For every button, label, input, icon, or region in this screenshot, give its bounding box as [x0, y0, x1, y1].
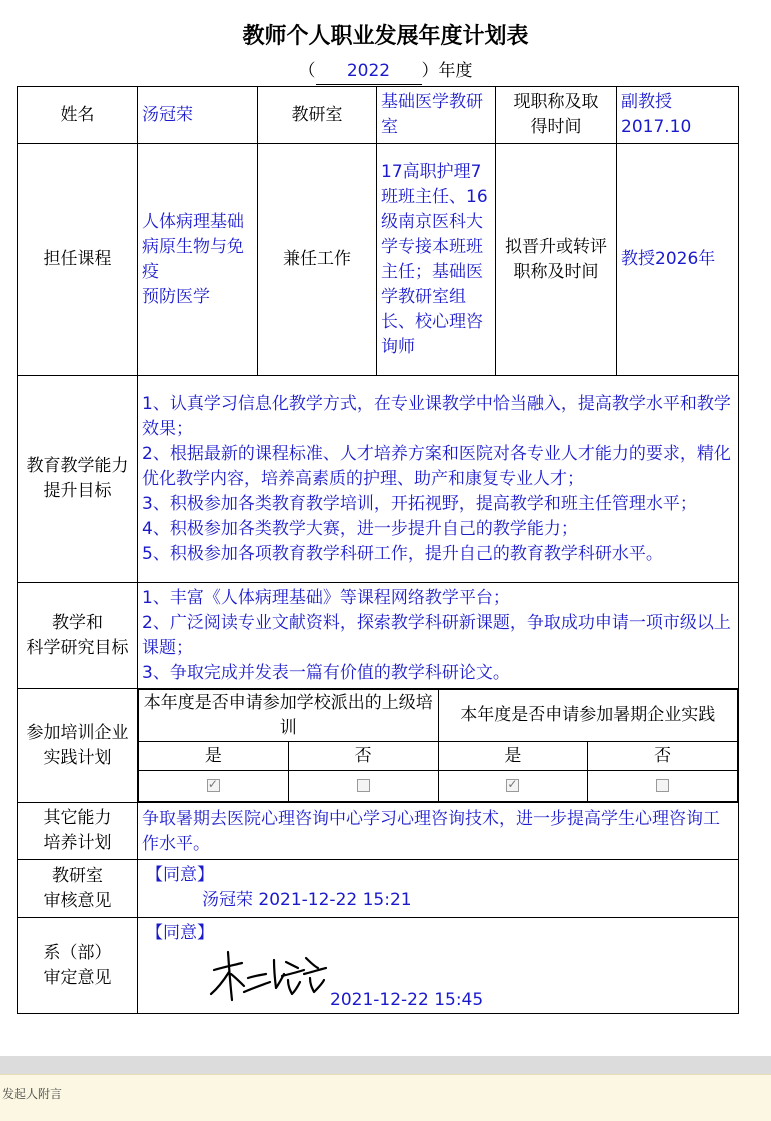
name-label: 姓名: [18, 87, 138, 144]
teaching-goals-row: [18, 376, 739, 583]
enterprise-yes-cell: [438, 771, 588, 802]
other-plan-label: [18, 803, 138, 860]
school-no-checkbox[interactable]: [357, 779, 370, 792]
training-inner-table: [138, 689, 738, 802]
enterprise-yes-checkbox[interactable]: [506, 779, 519, 792]
teaching-goal-item: 1、认真学习信息化教学方式，在专业课教学中恰当融入，提高教学水平和教学效果；: [142, 393, 731, 439]
courses-row: [18, 144, 739, 376]
other-plan-row: [18, 803, 739, 860]
teaching-goal-item: 4、积极参加各类教学大赛，进一步提升自己的教学能力；: [142, 518, 578, 539]
research-goal-item: 1、丰富《人体病理基础》等课程网络教学平台；: [142, 587, 510, 608]
teaching-goal-item: 5、积极参加各项教育教学科研工作，提升自己的教育教学科研水平。: [142, 543, 663, 564]
dept-label: 教研室: [258, 87, 377, 144]
concurrent-label: 兼任工作: [258, 144, 377, 376]
year-value: 2022: [316, 58, 422, 85]
teaching-goal-item: 3、积极参加各类教育教学培训，开拓视野，提高教学和班主任管理水平；: [142, 493, 697, 514]
faculty-review-block: [146, 918, 730, 1012]
dept-review-value: [138, 860, 739, 918]
research-goal-item: 3、争取完成并发表一篇有价值的教学科研论文。: [142, 662, 510, 683]
year-suffix: ）年度: [421, 61, 473, 81]
dept-review-label: [18, 860, 138, 918]
dept-review-label-line: 教研室: [52, 865, 103, 886]
school-yes-checkbox[interactable]: [207, 779, 220, 792]
enterprise-no-cell: [588, 771, 738, 802]
year-prefix: （: [298, 61, 316, 81]
courses-label: 担任课程: [18, 144, 138, 376]
faculty-review-label-line: 审定意见: [43, 967, 112, 988]
enterprise-no-checkbox[interactable]: [656, 779, 669, 792]
page-title: 教师个人职业发展年度计划表: [242, 24, 529, 49]
faculty-review-label-line: 系（部）: [43, 942, 112, 963]
enterprise-practice-header: 本年度是否申请参加暑期企业实践: [438, 690, 738, 742]
research-goals-label: [18, 583, 138, 689]
training-value: [138, 689, 739, 803]
teaching-goals-value: [138, 376, 739, 583]
faculty-review-label: [18, 918, 138, 1014]
school-training-header: 本年度是否申请参加学校派出的上级培训: [139, 690, 439, 742]
faculty-review-opinion: 【同意】: [146, 923, 214, 943]
school-yes-cell: [139, 771, 289, 802]
enterprise-no-label: 否: [588, 742, 738, 771]
other-label-line: 其它能力: [43, 808, 112, 828]
handwritten-signature: [208, 948, 330, 1004]
course-item: 预防医学: [142, 286, 210, 307]
dept-value: 基础医学教研室: [377, 87, 496, 144]
faculty-review-row: [18, 918, 739, 1014]
promote-value: 教授2026年: [617, 144, 739, 376]
other-label-line: 培养计划: [43, 833, 112, 853]
initiator-note-label: 发起人附言: [2, 1087, 63, 1101]
current-title-label: 现职称及取得时间: [496, 87, 617, 144]
other-plan-value: 争取暑期去医院心理咨询中心学习心理咨询技术，进一步提高学生心理咨询工作水平。: [138, 803, 739, 860]
school-yes-label: 是: [139, 742, 289, 771]
current-title-value: 副教授2017.10: [617, 87, 739, 144]
research-goal-item: 2、广泛阅读专业文献资料，探索教学科研新课题，争取成功申请一项市级以上课题；: [142, 612, 731, 658]
course-item: 病原生物与免疫: [142, 236, 244, 282]
dept-review-row: [18, 860, 739, 918]
school-no-cell: [288, 771, 438, 802]
training-label: 参加培训企业实践计划: [18, 689, 138, 803]
research-goals-row: [18, 583, 739, 689]
year-line: [0, 58, 771, 85]
faculty-review-value: [138, 918, 739, 1014]
basic-info-row: [18, 87, 739, 144]
enterprise-yes-label: 是: [438, 742, 588, 771]
school-no-label: 否: [288, 742, 438, 771]
course-item: 人体病理基础: [142, 211, 244, 232]
research-goals-value: [138, 583, 739, 689]
concurrent-value: 17高职护理7班班主任、16级南京医科大学专接本班班主任；基础医学教研室组长、校心理咨询师: [377, 144, 496, 376]
plan-form-table: [17, 86, 739, 1014]
courses-value: [138, 144, 258, 376]
name-value: 汤冠荣: [138, 87, 258, 144]
faculty-review-date: 2021-12-22 15:45: [330, 990, 484, 1010]
research-label-line: 教学和: [52, 612, 103, 633]
promote-label: 拟晋升或转评职称及时间: [496, 144, 617, 376]
dept-review-signer: 汤冠荣 2021-12-22 15:21: [202, 890, 412, 910]
training-row: [18, 689, 739, 803]
research-label-line: 科学研究目标: [26, 637, 129, 658]
teaching-goal-item: 2、根据最新的课程标准、人才培养方案和医院对各专业人才能力的要求，精化优化教学内容，培养高素质的护理、助产和康复专业人才；: [142, 443, 731, 489]
teaching-goals-label: 教育教学能力提升目标: [18, 376, 138, 583]
dept-review-opinion: 【同意】: [146, 865, 214, 885]
footer-divider: [0, 1056, 771, 1074]
initiator-note-bar: [0, 1074, 771, 1121]
dept-review-label-line: 审核意见: [43, 890, 112, 911]
